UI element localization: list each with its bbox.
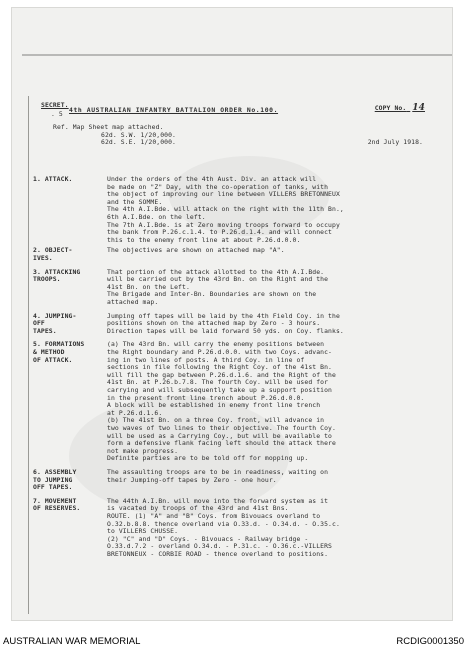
section-heading-line: & METHOD xyxy=(33,347,65,356)
section-heading-line: 1. ATTACK. xyxy=(33,175,73,183)
order-date: 2nd July 1918. xyxy=(367,138,423,146)
section-text-line: A block will be established in enemy front line trench xyxy=(107,402,321,410)
section-text-line: The 4th A.I.Bde. will attack on the right with the 11th Bn., xyxy=(107,206,344,214)
section-text-line: to VILLERS CHUSSE. xyxy=(107,528,179,536)
section-body xyxy=(107,313,443,336)
map-reference xyxy=(53,124,433,147)
section-text-line: at P.26.d.1.6. xyxy=(107,409,163,417)
section-heading xyxy=(33,469,107,492)
section-text-line: The Brigade and Inter-Bn. Boundaries are shown on the xyxy=(107,291,317,299)
section-text-line: Direction tapes will be laid forward 50 yds. on Coy. flanks. xyxy=(107,327,344,335)
section-heading-line: 5. FORMATIONS xyxy=(33,340,85,349)
section-text-line: The 44th A.I.Bn. will move into the forward system as it xyxy=(107,497,329,505)
section-body xyxy=(107,247,443,255)
archive-reference-id: RCDIG0001350 xyxy=(396,636,464,647)
section-text-line: ing in two lines of posts. A third Coy. in line of xyxy=(107,356,305,364)
section-text-line: the bank from P.26.c.1.4. to P.26.d.1.4. and will connect xyxy=(107,229,333,237)
section-text-line: sections in file following the Right Coy. of the 41st Bn. xyxy=(107,364,333,372)
section-text-line: Definite parties are to be told off for mopping up. xyxy=(107,455,309,463)
section-text-line: their Jumping-off tapes by Zero - one hour. xyxy=(107,476,277,484)
order-title: 4th AUSTRALIAN INFANTRY BATTALION ORDER No.100. xyxy=(69,106,279,114)
section-heading-line: TROOPS. xyxy=(33,275,61,284)
section-text-line: The assaulting troops are to be in readiness, waiting on xyxy=(107,469,329,476)
archive-credit: AUSTRALIAN WAR MEMORIAL xyxy=(3,636,141,647)
section-text-line: O.32.b.8.8. thence overland via O.33.d. - O.34.d. - O.35.c. xyxy=(107,520,340,528)
section-text-line: 41st Bn. at P.26.b.7.8. The fourth Coy. will be used for xyxy=(107,379,329,387)
section-heading-line: 7. MOVEMENT xyxy=(33,496,77,505)
section-heading xyxy=(33,247,107,262)
section-heading-line: OF RESERVES. xyxy=(33,504,81,513)
section-text-line: the Right boundary and P.26.d.0.0. with two Coys. advanc- xyxy=(107,348,333,356)
copy-number: 14 xyxy=(412,103,425,113)
section-text-line: O.33.d.7.2 - overland O.34.d. - P.31.c. - O.36.c.-VILLERS xyxy=(107,543,333,551)
classification-label: SECRET. xyxy=(41,101,69,109)
section-heading-line: TAPES. xyxy=(33,326,57,335)
section-text-line: 41st Bn. on the Left. xyxy=(107,283,190,291)
copy-number-block xyxy=(375,105,425,113)
section-text-line: That portion of the attack allotted to the 4th A.I.Bde. xyxy=(107,268,325,276)
order-document xyxy=(28,96,449,614)
section-heading-line: OF ATTACK. xyxy=(33,355,73,364)
section-heading-line: 4. JUMPING- xyxy=(33,311,77,320)
section-heading-line: IVES. xyxy=(33,253,53,262)
section-heading xyxy=(33,341,107,364)
section-text-line: attached map. xyxy=(107,298,159,306)
section-text-line: the object of improving our line between VILLERS BRETONNEUX xyxy=(107,191,340,199)
section-heading-line: OFF TAPES. xyxy=(33,483,73,492)
section-text-line: The objectives are shown on attached map "A". xyxy=(107,247,285,255)
section-text-line: ROUTE. (1) "A" and "B" Coys. from Bivouacs overland to xyxy=(107,512,321,520)
section-text-line: and the SOMME. xyxy=(107,198,163,206)
copy-label: COPY No. xyxy=(374,104,407,112)
section-heading-line: 3. ATTACKING xyxy=(33,267,81,276)
section-text-line: 6th A.I.Bde. on the left. xyxy=(107,213,206,221)
section-body xyxy=(107,498,443,559)
section-text-line: is vacated by troops of the 43rd and 41st Bns. xyxy=(107,505,289,513)
section-body xyxy=(107,469,443,484)
section-text-line: (b) The 41st Bn. on a three Coy. front, will advance in xyxy=(107,417,325,425)
section-heading xyxy=(33,313,107,336)
section-text-line: two waves of two lines to their objective. The fourth Coy. xyxy=(107,424,336,432)
section-heading-line: 2. OBJECT- xyxy=(33,246,73,255)
section-text-line: Jumping off tapes will be laid by the 4th Field Coy. in the xyxy=(107,312,340,320)
section-text-line: will be used as a Carrying Coy., but will be available to xyxy=(107,432,333,440)
section-text-line: BRETONNEUX - CORBIE ROAD - thence overland to positions. xyxy=(107,550,329,558)
header-mark: . 5 xyxy=(51,110,63,118)
section-heading-line: OFF xyxy=(33,319,45,328)
reference-line: 62d. S.E. 1/20,000. xyxy=(101,138,177,147)
section-text-line: this to the enemy front line at about P.26.d.0.0. xyxy=(107,236,301,244)
section-text-line: Under the orders of the 4th Aust. Div. an attack will xyxy=(107,176,317,183)
section-text-line: in the present front line trench about P.26.d.0.0. xyxy=(107,394,305,402)
section-text-line: positions shown on the attached map by Zero - 3 hours. xyxy=(107,320,321,328)
section-heading-line: 6. ASSEMBLY xyxy=(33,468,77,476)
section-text-line: will fill the gap between P.26.d.1.6. and the Right of the xyxy=(107,371,336,379)
section-text-line: carrying and will subsequently take up a support position xyxy=(107,386,333,394)
section-text-line: The 7th A.I.Bde. is at Zero moving troops forward to occupy xyxy=(107,221,340,229)
reference-line: 62d. S.W. 1/20,000. xyxy=(101,130,177,139)
section-heading xyxy=(33,498,107,513)
page-fold-line xyxy=(22,54,452,56)
section-text-line: form a defensive flank facing left should the attack there xyxy=(107,440,336,448)
section-heading xyxy=(33,269,107,284)
section-body xyxy=(107,176,443,244)
section-text-line: not make progress. xyxy=(107,447,179,455)
section-text-line: be made on "Z" Day, with the co-operation of tanks, with xyxy=(107,183,329,191)
section-text-line: will be carried out by the 43rd Bn. on the Right and the xyxy=(107,276,329,284)
section-text-line: (a) The 43rd Bn. will carry the enemy positions between xyxy=(107,341,325,349)
section-text-line: (2) "C" and "D" Coys. - Bivouacs - Railway bridge - xyxy=(107,535,309,543)
document-header xyxy=(37,102,441,120)
section-body xyxy=(107,269,443,307)
section-heading-line: TO JUMPING xyxy=(33,475,73,484)
reference-line: Ref. Map Sheet map attached. xyxy=(53,123,164,131)
section-heading xyxy=(33,176,107,184)
section-body xyxy=(107,341,443,463)
